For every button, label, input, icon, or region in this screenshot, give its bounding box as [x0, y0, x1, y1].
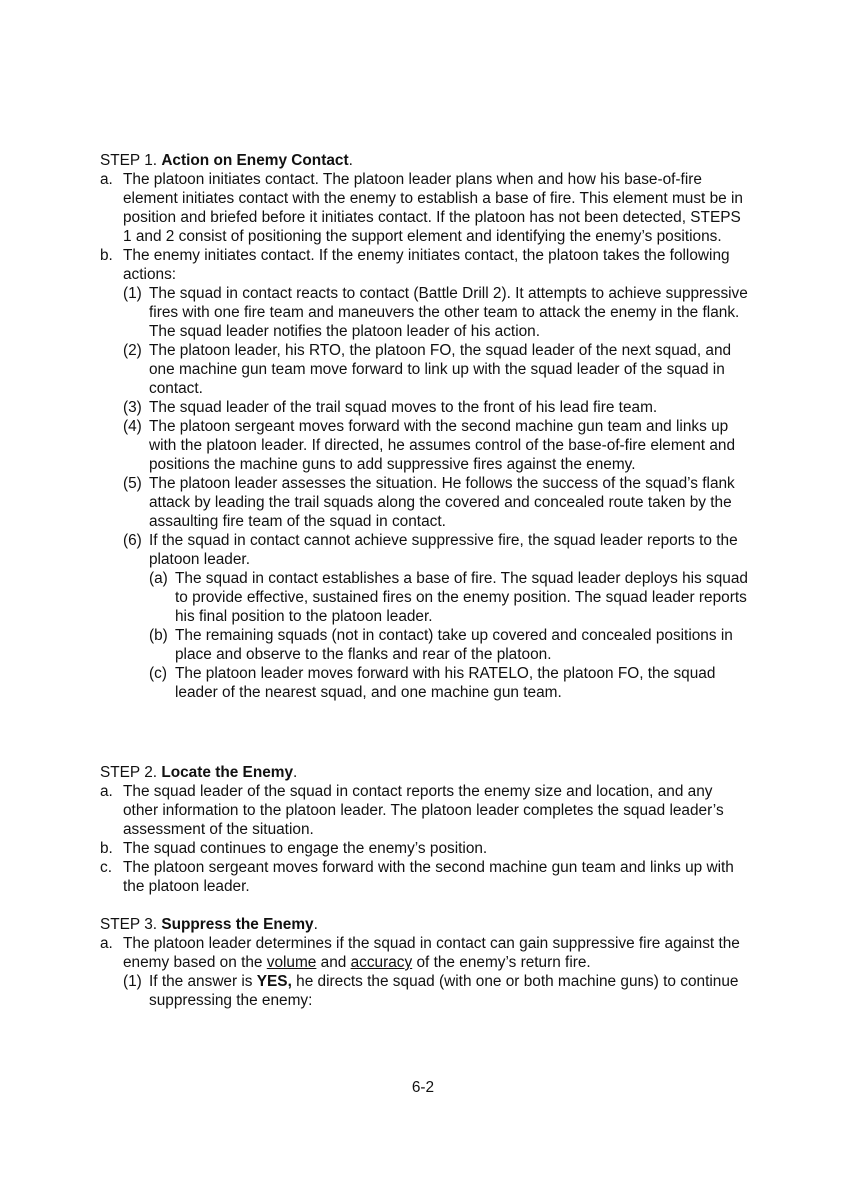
- step-1-b-6-sub-a: (a) The squad in contact establishes a base of fire. The squad leader deploys his squad to provide effective, sustained fires on the enemy position. The squad leader reports his final position to the platoon leader.: [149, 570, 748, 625]
- step-2-section: [100, 763, 750, 896]
- step-1-b-item-3: (3) The squad leader of the trail squad moves to the front of his lead fire team.: [123, 399, 658, 416]
- page-number: 6-2: [411, 1079, 435, 1096]
- step-1-heading: STEP 1. Action on Enemy Contact.: [100, 152, 353, 169]
- step-1-item-a: a. The platoon initiates contact. The platoon leader plans when and how his base-of-fire element initiates contact with the enemy to establish a base of fire. This element must be in position and briefed before it initiates contact. If the platoon has not been detected, STEPS 1 and 2 consist of positioning the support element and identifying the enemy’s positions.: [100, 171, 743, 245]
- step-3-item-a: a. The platoon leader determines if the squad in contact can gain suppressive fire against the enemy based on the volume and accuracy of the enemy’s return fire.: [100, 935, 740, 971]
- step-1-b-item-2: (2) The platoon leader, his RTO, the platoon FO, the squad leader of the next squad, and one machine gun team move forward to link up with the squad leader of the squad in contact.: [123, 342, 732, 397]
- step-3-a-item-1: (1) If the answer is YES, he directs the squad (with one or both machine guns) to continue suppressing the enemy:: [123, 973, 739, 1009]
- step-2-item-a: a. The squad leader of the squad in contact reports the enemy size and location, and any other information to the platoon leader. The platoon leader completes the squad leader’s assessment of the situation.: [100, 783, 724, 838]
- step-3-title: Suppress the Enemy: [161, 916, 314, 933]
- step-1-b-item-6: (6) If the squad in contact cannot achieve suppressive fire, the squad leader reports to the platoon leader.: [123, 532, 738, 568]
- step-1-b-item-4: (4) The platoon sergeant moves forward with the second machine gun team and links up with the platoon leader. If directed, he assumes control of the base-of-fire element and positions the machine guns to add suppressive fires against the enemy.: [123, 418, 736, 473]
- step-2-item-c: c. The platoon sergeant moves forward with the second machine gun team and links up with the platoon leader.: [100, 859, 734, 895]
- yes-emphasis: YES,: [256, 973, 292, 990]
- accuracy-term: accuracy: [350, 954, 413, 971]
- step-1-b-item-1: (1) The squad in contact reacts to contact (Battle Drill 2). It attempts to achieve suppressive fires with one fire team and maneuvers the other team to attack the enemy in the flank. The squad leader notifies the platoon leader of his action.: [123, 285, 748, 340]
- step-2-heading: STEP 2. Locate the Enemy.: [100, 764, 298, 781]
- step-1-section: [100, 151, 750, 702]
- step-1-item-b: b. The enemy initiates contact. If the enemy initiates contact, the platoon takes the following actions:: [100, 247, 730, 283]
- step-1-b-item-5: (5) The platoon leader assesses the situation. He follows the success of the squad’s flank attack by leading the trail squads along the covered and concealed route taken by the assaulting fire team of the squad in contact.: [123, 475, 735, 530]
- volume-term: volume: [266, 954, 317, 971]
- step-1-b-6-sub-b: (b) The remaining squads (not in contact) take up covered and concealed positions in place and observe to the flanks and rear of the platoon.: [149, 627, 733, 663]
- step-1-title: Action on Enemy Contact: [161, 152, 349, 169]
- step-2-item-b: b. The squad continues to engage the enemy’s position.: [100, 840, 488, 857]
- step-2-title: Locate the Enemy: [161, 764, 294, 781]
- step-3-heading: STEP 3. Suppress the Enemy.: [100, 916, 318, 933]
- step-1-b-6-sub-c: (c) The platoon leader moves forward with his RATELO, the platoon FO, the squad leader of the nearest squad, and one machine gun team.: [149, 665, 716, 701]
- step-3-section: [100, 915, 750, 1010]
